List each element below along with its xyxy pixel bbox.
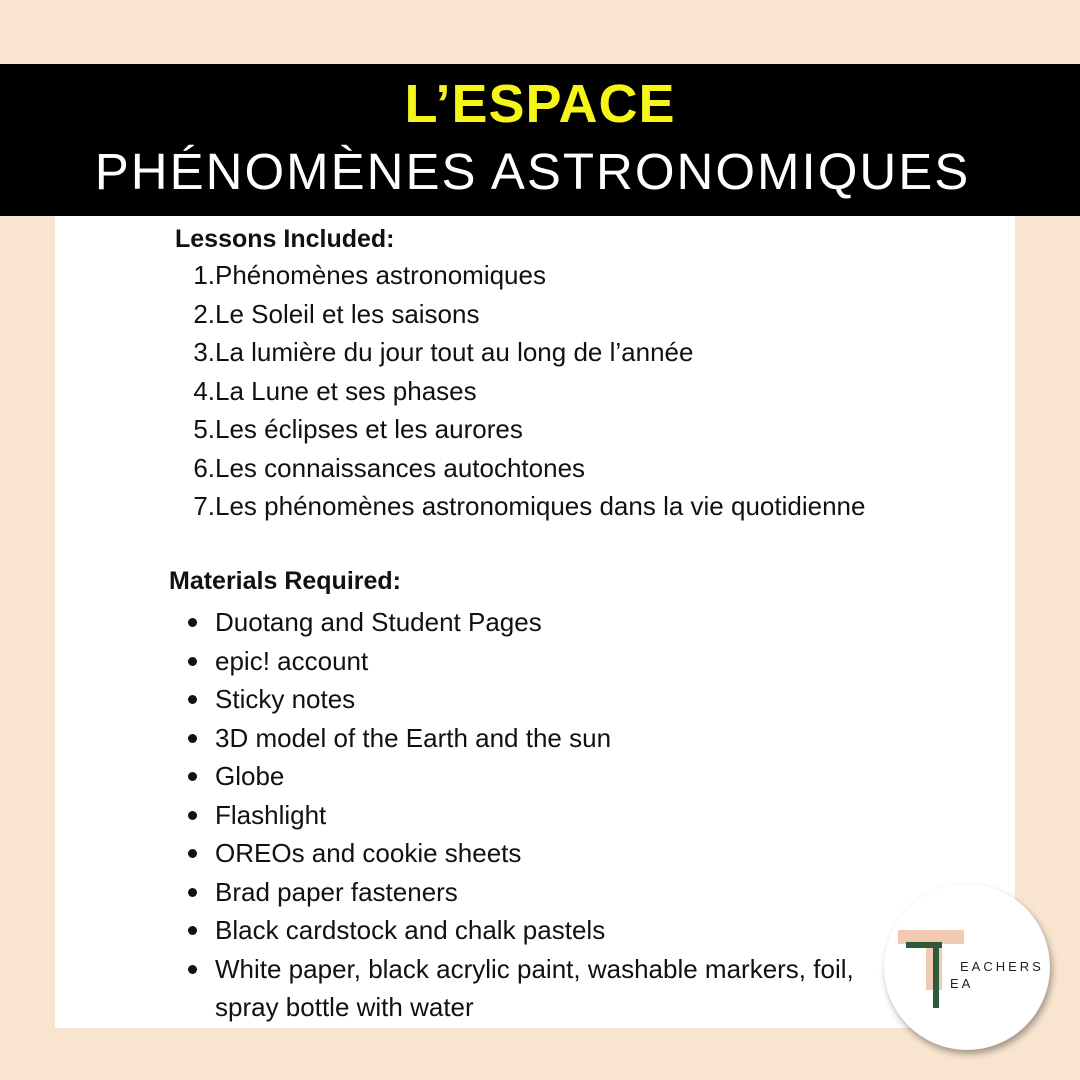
material-text: 3D model of the Earth and the sun (215, 722, 612, 753)
bullet-icon (188, 926, 197, 935)
list-item (55, 680, 1015, 719)
list-item (55, 603, 1015, 642)
list-number: 6. (193, 452, 215, 483)
material-text: Sticky notes (215, 684, 356, 714)
list-item (55, 796, 1015, 835)
material-text: Brad paper fasteners (215, 876, 458, 907)
list-item (55, 449, 1015, 488)
materials-list (55, 603, 1015, 1027)
page-subtitle: PHÉNOMÈNES ASTRONOMIQUES (94, 143, 971, 200)
lessons-list (55, 256, 1015, 526)
teachers-tea-logo (884, 884, 1050, 1050)
lesson-text: La Lune et ses phases (215, 375, 477, 406)
list-number: 1. (193, 260, 215, 290)
lesson-text: Phénomènes astronomiques (215, 260, 546, 290)
logo-word-ea: EA (950, 976, 974, 991)
material-text: OREOs and cookie sheets (215, 838, 522, 868)
lesson-text: Le Soleil et les saisons (215, 298, 480, 329)
list-item (55, 834, 1015, 873)
list-number: 4. (193, 375, 215, 406)
list-number: 3. (193, 337, 215, 367)
bullet-icon (188, 657, 197, 666)
bullet-icon (188, 811, 197, 820)
list-item (55, 487, 1015, 526)
material-text: Flashlight (215, 799, 327, 830)
material-text: Globe (215, 761, 285, 791)
bullet-icon (188, 695, 197, 704)
list-item (55, 295, 1015, 334)
list-item (55, 757, 1015, 796)
list-item (55, 372, 1015, 411)
material-text: Duotang and Student Pages (215, 607, 542, 637)
logo-green-stem (933, 942, 939, 1008)
material-text: epic! account (215, 645, 369, 676)
lesson-text: La lumière du jour tout au long de l’année (215, 337, 694, 367)
material-text: White paper, black acrylic paint, washable markers, foil, spray bottle with water (215, 953, 854, 1022)
list-number: 2. (193, 298, 215, 329)
list-item (55, 642, 1015, 681)
bullet-icon (188, 888, 197, 897)
page-title: L’ESPACE (404, 74, 676, 134)
bullet-icon (188, 618, 197, 627)
title-banner (0, 64, 1080, 216)
list-number: 5. (193, 414, 215, 444)
materials-heading: Materials Required: (169, 567, 402, 595)
bullet-icon (188, 965, 197, 974)
list-number: 7. (193, 491, 215, 521)
list-item (55, 873, 1015, 912)
material-text: Black cardstock and chalk pastels (215, 915, 606, 945)
bullet-icon (188, 734, 197, 743)
lessons-heading: Lessons Included: (175, 225, 395, 253)
list-item (55, 911, 1015, 950)
list-item (55, 333, 1015, 372)
lesson-text: Les phénomènes astronomiques dans la vie quotidienne (215, 491, 866, 521)
logo-word-eachers: EACHERS (960, 959, 1044, 974)
bullet-icon (188, 849, 197, 858)
list-item (55, 410, 1015, 449)
list-item (55, 719, 1015, 758)
lesson-text: Les éclipses et les aurores (215, 414, 523, 444)
list-item (55, 256, 1015, 295)
list-item (55, 950, 1015, 1027)
lesson-text: Les connaissances autochtones (215, 452, 586, 483)
content-card (55, 216, 1015, 1028)
bullet-icon (188, 772, 197, 781)
